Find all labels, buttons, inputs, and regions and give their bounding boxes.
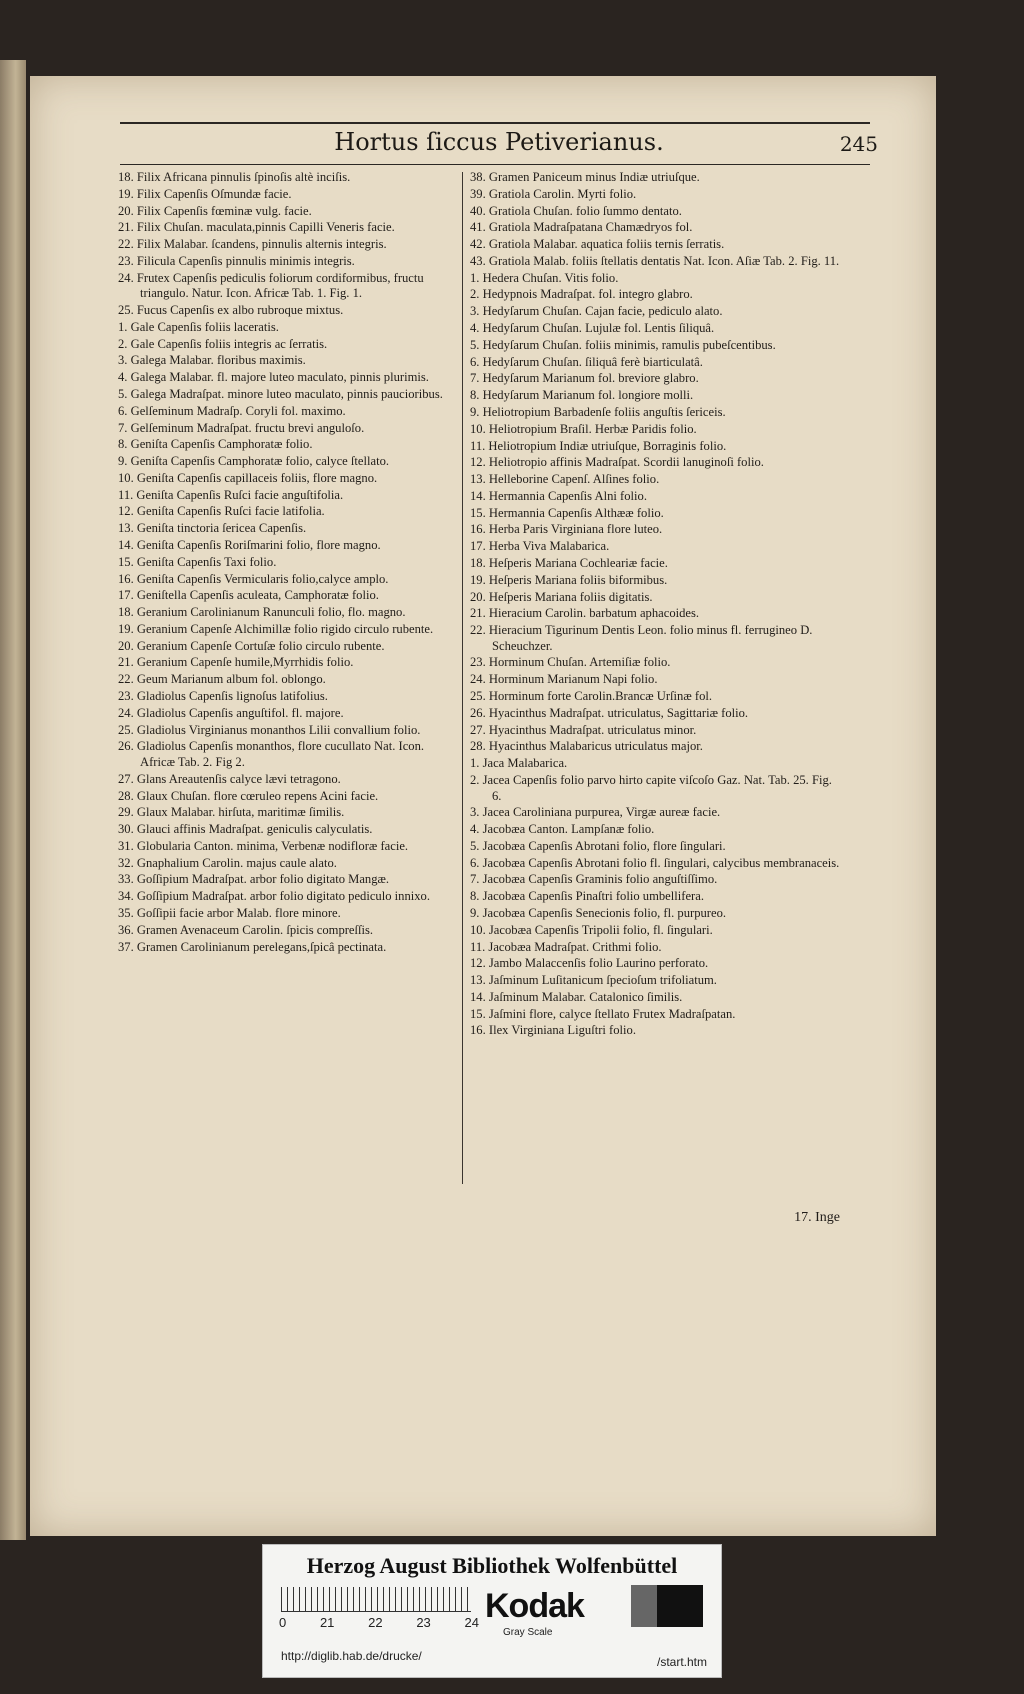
list-item: 21. Hieracium Carolin. barbatum aphacoides. xyxy=(470,606,700,621)
list-item: 22. Geum Marianum album fol. oblongo. xyxy=(118,672,326,687)
list-item: 37. Gramen Carolinianum perelegans,ſpicâ pectinata. xyxy=(118,939,387,954)
list-item: 3. Galega Malabar. floribus maximis. xyxy=(118,353,306,368)
list-item: 15. Hermannia Capenſis Althææ folio. xyxy=(470,505,664,520)
list-item: 34. Goſſipium Madraſpat. arbor folio digitato pediculo innixo. xyxy=(118,889,430,904)
list-item: 7. Gelſeminum Madraſpat. fructu brevi anguloſo. xyxy=(118,420,365,435)
list-item: 35. Goſſipii facie arbor Malab. flore minore. xyxy=(118,906,341,920)
list-item: 22. Filix Malabar. ſcandens, pinnulis alternis integris. xyxy=(118,237,387,252)
library-color-label xyxy=(262,1544,722,1678)
ruler-number: 23 xyxy=(416,1615,431,1630)
left-page-edge xyxy=(0,60,26,1540)
list-item: 20. Geranium Capenſe Cortuſæ folio circulo rubente. xyxy=(118,638,385,653)
list-item: 15. Jaſmini flore, calyce ſtellato Frutex Madraſpatan. xyxy=(470,1006,736,1021)
list-item: 6. Jacobæa Capenſis Abrotani folio fl. ſingulari, calycibus membranaceis. xyxy=(470,855,840,870)
gray-swatch xyxy=(631,1585,657,1627)
list-item: 33. Goſſipium Madraſpat. arbor folio digitato Mangæ. xyxy=(118,872,390,887)
list-item: 9. Heliotropium Barbadenſe foliis anguſtis ſericeis. xyxy=(470,404,726,419)
list-item: 14. Hermannia Capenſis Alni folio. xyxy=(470,488,647,503)
list-item: 22. Hieracium Tigurinum Dentis Leon. folio minus fl. ferrugineo D. Scheuchzer. xyxy=(470,623,813,653)
list-item: 18. Filix Africana pinnulis ſpinoſis altè inciſis. xyxy=(118,170,351,184)
list-item: 13. Helleborine Capenſ. Alſines folio. xyxy=(470,472,660,487)
list-item: 6. Gelſeminum Madraſp. Coryli fol. maximo. xyxy=(118,403,346,418)
list-item: 4. Galega Malabar. fl. majore luteo maculato, pinnis plurimis. xyxy=(118,370,429,385)
list-item: 36. Gramen Avenaceum Carolin. ſpicis compreſſis. xyxy=(118,922,374,937)
list-item: 10. Geniſta Capenſis capillaceis foliis, flore magno. xyxy=(118,470,378,485)
catchword: 17. Inge xyxy=(794,1210,840,1225)
list-item: 5. Jacobæa Capenſis Abrotani folio, flore ſingulari. xyxy=(470,838,726,853)
url-right: /start.htm xyxy=(656,1655,707,1669)
list-item: 26. Hyacinthus Madraſpat. utriculatus, Sagittariæ folio. xyxy=(470,705,749,720)
list-item: 25. Horminum forte Carolin.Brancæ Urſinæ fol. xyxy=(470,689,713,704)
list-item: 40. Gratiola Chuſan. folio ſummo dentato. xyxy=(470,203,682,218)
list-item: 24. Gladiolus Capenſis anguſtifol. fl. majore. xyxy=(118,705,344,720)
list-item: 11. Heliotropium Indiæ utriuſque, Borraginis folio. xyxy=(470,438,727,453)
list-item: 9. Geniſta Capenſis Camphoratæ folio, calyce ſtellato. xyxy=(118,454,390,469)
list-item: 4. Jacobæa Canton. Lampſanæ folio. xyxy=(470,822,655,837)
library-name: Herzog August Bibliothek Wolfenbüttel xyxy=(306,1553,678,1578)
ruler-number: 0 xyxy=(279,1615,287,1630)
list-item: 7. Hedyſarum Marianum fol. breviore glabro. xyxy=(470,371,699,386)
header-rule-top xyxy=(120,122,870,124)
list-item: 29. Glaux Malabar. hirſuta, maritimæ ſimilis. xyxy=(118,805,345,820)
list-item: 1. Hedera Chuſan. Vitis folio. xyxy=(470,270,619,285)
list-item: 2. Jacea Capenſis folio parvo hirto capite viſcoſo Gaz. Nat. Tab. 25. Fig. 6. xyxy=(470,772,832,803)
list-item: 25. Fucus Capenſis ex albo rubroque mixtus. xyxy=(118,303,344,318)
url-left: http://diglib.hab.de/drucke/ xyxy=(281,1649,422,1663)
list-item: 20. Heſperis Mariana foliis digitatis. xyxy=(470,589,653,604)
list-item: 23. Filicula Capenſis pinnulis minimis integris. xyxy=(118,253,355,268)
list-item: 3. Hedyſarum Chuſan. Cajan facie, pediculo alato. xyxy=(470,304,723,319)
list-item: 32. Gnaphalium Carolin. majus caule alato. xyxy=(118,855,337,870)
list-item: 3. Jacea Caroliniana purpurea, Virgæ aureæ facie. xyxy=(470,805,721,820)
list-item: 24. Frutex Capenſis pediculis foliorum cordiformibus, fructu triangulo. Natur. Icon. Africæ Tab. 1. Fig. 1. xyxy=(118,270,424,301)
gray-scale-label: Gray Scale xyxy=(503,1627,553,1638)
list-item: 5. Hedyſarum Chuſan. foliis minimis, ramulis pubeſcentibus. xyxy=(470,337,776,352)
left-column xyxy=(118,170,458,956)
list-item: 23. Gladiolus Capenſis lignoſus latifolius. xyxy=(118,689,328,704)
list-item: 14. Jaſminum Malabar. Catalonico ſimilis. xyxy=(470,989,683,1004)
list-item: 20. Filix Capenſis fœminæ vulg. facie. xyxy=(118,203,312,218)
list-item: 12. Geniſta Capenſis Ruſci facie latifolia. xyxy=(118,504,325,519)
list-item: 25. Gladiolus Virginianus monanthos Lilii convallium folio. xyxy=(118,722,421,737)
list-item: 11. Jacobæa Madraſpat. Crithmi folio. xyxy=(470,939,662,954)
right-column xyxy=(470,170,840,1040)
list-item: 8. Geniſta Capenſis Camphoratæ folio. xyxy=(118,437,313,452)
list-item: 28. Hyacinthus Malabaricus utriculatus major. xyxy=(470,739,703,754)
list-item: 6. Hedyſarum Chuſan. ſiliquâ ferè biarticulatâ. xyxy=(470,354,703,369)
page-number: 245 xyxy=(839,132,878,156)
list-item: 31. Globularia Canton. minima, Verbenæ nodifloræ facie. xyxy=(118,838,409,853)
list-item: 16. Ilex Virginiana Liguſtri folio. xyxy=(470,1023,636,1038)
list-item: 30. Glauci affinis Madraſpat. geniculis calyculatis. xyxy=(118,822,373,837)
list-item: 14. Geniſta Capenſis Roriſmarini folio, flore magno. xyxy=(118,538,381,552)
list-item: 26. Gladiolus Capenſis monanthos, flore cucullato Nat. Icon. Africæ Tab. 2. Fig 2. xyxy=(118,739,425,769)
ruler-scale xyxy=(281,1587,471,1612)
list-item: 2. Gale Capenſis foliis integris ac ſerratis. xyxy=(118,336,328,351)
list-item: 9. Jacobæa Capenſis Senecionis folio, fl. purpureo. xyxy=(470,906,727,920)
list-item: 12. Heliotropio affinis Madraſpat. Scordii lanuginoſi folio. xyxy=(470,455,764,470)
list-item: 10. Heliotropium Braſil. Herbæ Paridis folio. xyxy=(470,421,697,436)
list-item: 8. Jacobæa Capenſis Pinaſtri folio umbellifera. xyxy=(470,889,704,904)
list-item: 17. Herba Viva Malabarica. xyxy=(470,539,610,554)
list-item: 4. Hedyſarum Chuſan. Lujulæ fol. Lentis ſiliquâ. xyxy=(470,321,715,336)
list-item: 43. Gratiola Malab. foliis ſtellatis dentatis Nat. Icon. Aſiæ Tab. 2. Fig. 11. xyxy=(470,253,840,268)
list-item: 38. Gramen Paniceum minus Indiæ utriuſque. xyxy=(470,170,700,184)
page-header xyxy=(120,128,878,162)
ruler-number: 24 xyxy=(464,1615,479,1630)
header-rule-bottom xyxy=(120,164,870,165)
kodak-logo: Kodak xyxy=(485,1587,584,1625)
list-item: 23. Horminum Chuſan. Artemiſiæ folio. xyxy=(470,655,671,670)
black-swatch xyxy=(657,1585,703,1627)
list-item: 15. Geniſta Capenſis Taxi folio. xyxy=(118,554,277,569)
column-divider xyxy=(462,172,463,1184)
book-page xyxy=(30,76,936,1536)
list-item: 18. Heſperis Mariana Cochleariæ facie. xyxy=(470,555,668,570)
list-item: 1. Jaca Malabarica. xyxy=(470,756,568,771)
list-item: 7. Jacobæa Capenſis Graminis folio anguſtiſſimo. xyxy=(470,872,718,887)
list-item: 13. Geniſta tinctoria ſericea Capenſis. xyxy=(118,521,307,536)
list-item: 41. Gratiola Madraſpatana Chamædryos fol. xyxy=(470,220,693,235)
list-item: 27. Glans Areautenſis calyce lævi tetragono. xyxy=(118,771,341,786)
list-item: 18. Geranium Carolinianum Ranunculi folio, flo. magno. xyxy=(118,605,406,620)
list-item: 17. Geniſtella Capenſis aculeata, Camphoratæ folio. xyxy=(118,588,379,603)
list-item: 16. Herba Paris Virginiana flore luteo. xyxy=(470,522,663,537)
list-item: 28. Glaux Chuſan. flore cœruleo repens Acini facie. xyxy=(118,788,379,803)
list-item: 8. Hedyſarum Marianum fol. longiore molli. xyxy=(470,388,694,403)
page-title: Hortus ſiccus Petiverianus. xyxy=(334,128,664,156)
ruler-number: 22 xyxy=(368,1615,383,1630)
list-item: 39. Gratiola Carolin. Myrti folio. xyxy=(470,186,637,201)
list-item: 13. Jaſminum Luſitanicum ſpecioſum trifoliatum. xyxy=(470,973,717,988)
list-item: 16. Geniſta Capenſis Vermicularis folio,calyce amplo. xyxy=(118,571,389,586)
list-item: 42. Gratiola Malabar. aquatica foliis ternis ſerratis. xyxy=(470,237,725,252)
list-item: 21. Geranium Capenſe humile,Myrrhidis folio. xyxy=(118,655,354,670)
list-item: 10. Jacobæa Capenſis Tripolii folio, fl. ſingulari. xyxy=(470,922,713,937)
list-item: 19. Heſperis Mariana foliis biformibus. xyxy=(470,572,668,587)
list-item: 2. Hedypnois Madraſpat. fol. integro glabro. xyxy=(470,287,693,302)
list-item: 24. Horminum Marianum Napi folio. xyxy=(470,672,658,687)
list-item: 27. Hyacinthus Madraſpat. utriculatus minor. xyxy=(470,722,697,737)
list-item: 12. Jambo Malaccenſis folio Laurino perforato. xyxy=(470,956,709,971)
list-item: 1. Gale Capenſis foliis laceratis. xyxy=(118,319,279,334)
list-item: 11. Geniſta Capenſis Ruſci facie anguſtifolia. xyxy=(118,487,344,502)
list-item: 19. Filix Capenſis Oſmundæ facie. xyxy=(118,186,292,201)
list-item: 5. Galega Madraſpat. minore luteo maculato, pinnis paucioribus. xyxy=(118,386,443,401)
list-item: 21. Filix Chuſan. maculata,pinnis Capilli Veneris facie. xyxy=(118,220,395,235)
ruler-number: 21 xyxy=(319,1615,335,1630)
ruler-numbers xyxy=(279,1615,479,1630)
list-item: 19. Geranium Capenſe Alchimillæ folio rigido circulo rubente. xyxy=(118,621,434,636)
